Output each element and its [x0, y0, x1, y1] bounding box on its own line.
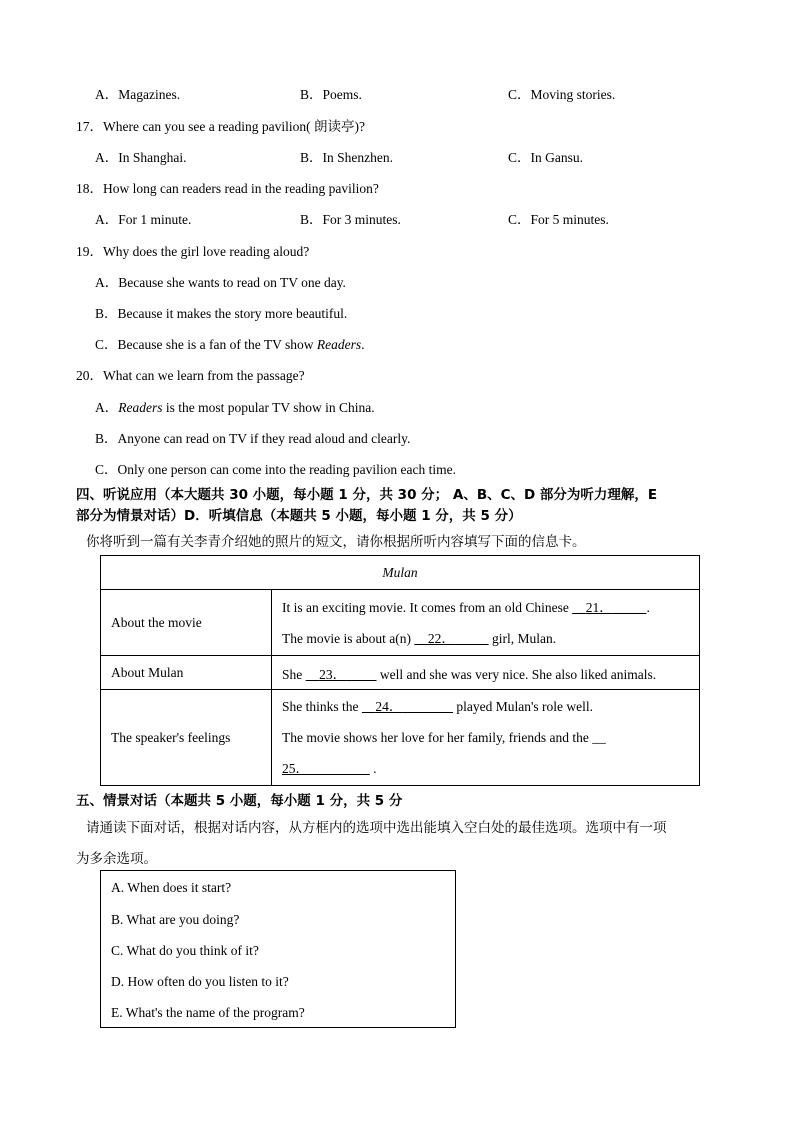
- option-e: E. What's the name of the program?: [111, 1005, 305, 1020]
- blank-24[interactable]: 24．: [375, 699, 403, 714]
- blank-22[interactable]: 22．: [427, 630, 455, 646]
- blank-21[interactable]: 21．: [585, 599, 613, 615]
- q17-option-a: A．In Shanghai.: [95, 150, 187, 165]
- section4-heading-line2: 部分为情景对话）D．听填信息（本题共 5 小题，每小题 1 分，共 5 分）: [76, 508, 522, 524]
- q17-option-b: B．In Shenzhen.: [300, 150, 393, 165]
- q18-option-a: A．For 1 minute.: [95, 212, 192, 227]
- q19-option-c: C．Because she is a fan of the TV show Readers.: [95, 337, 365, 352]
- q17-option-c: C．In Gansu.: [508, 150, 583, 165]
- q18-stem: 18．How long can readers read in the reading pavilion?: [76, 181, 379, 196]
- card-row-feelings-label: The speaker's feelings: [101, 690, 272, 786]
- q16-option-c: C．Moving stories.: [508, 87, 616, 102]
- q20-option-b: B．Anyone can read on TV if they read aloud and clearly.: [95, 431, 411, 446]
- card-row-mulan-label: About Mulan: [101, 656, 272, 690]
- q16-option-a: A．Magazines.: [95, 87, 181, 102]
- q19-option-b: B．Because it makes the story more beautiful.: [95, 306, 348, 321]
- q19-stem: 19．Why does the girl love reading aloud?: [76, 244, 310, 259]
- q20-option-c: C．Only one person can come into the reading pavilion each time.: [95, 462, 457, 477]
- card-row-mulan-content: She 23． well and she was very nice. She also liked animals.: [272, 656, 700, 690]
- q17-stem: 17．Where can you see a reading pavilion( 朗读亭)?: [76, 119, 366, 134]
- section5-instruction-line2: 为多余选项。: [76, 851, 157, 867]
- section4-heading-line1: 四、听说应用（本大题共 30 小题，每小题 1 分，共 30 分； A、B、C、D 部分为听力理解，E: [76, 487, 658, 503]
- q16-option-b: B．Poems.: [300, 87, 362, 102]
- info-card: [100, 555, 700, 786]
- option-d: D. How often do you listen to it?: [111, 974, 289, 989]
- option-b: B. What are you doing?: [111, 912, 240, 927]
- card-row-movie-content: It is an exciting movie. It comes from an old Chinese 21． . The movie is about a(n) 22． girl, Mulan.: [272, 590, 700, 656]
- blank-25[interactable]: 25．: [282, 761, 309, 776]
- q18-option-c: C．For 5 minutes.: [508, 212, 609, 227]
- section5-heading: 五、情景对话（本题共 5 小题，每小题 1 分，共 5 分: [76, 793, 403, 809]
- card-title: Mulan: [101, 556, 700, 590]
- option-c: C. What do you think of it?: [111, 943, 259, 958]
- options-box: [100, 870, 456, 1028]
- section5-instruction-line1: 请通读下面对话，根据对话内容，从方框内的选项中选出能填入空白处的最佳选项。选项中有一项: [86, 820, 667, 836]
- blank-23[interactable]: 23．: [319, 666, 347, 682]
- section4-instruction: 你将听到一篇有关李青介绍她的照片的短文，请你根据所听内容填写下面的信息卡。: [86, 534, 586, 550]
- q20-stem: 20．What can we learn from the passage?: [76, 368, 305, 383]
- q20-option-a: A．Readers is the most popular TV show in China.: [95, 400, 375, 415]
- card-row-movie-label: About the movie: [101, 590, 272, 656]
- q18-option-b: B．For 3 minutes.: [300, 212, 401, 227]
- q19-option-a: A．Because she wants to read on TV one day.: [95, 275, 346, 290]
- card-row-feelings-content: She thinks the 24． played Mulan's role well. The movie shows her love for her family, friends and the __ 25． .: [272, 690, 700, 786]
- option-a: A. When does it start?: [111, 880, 232, 895]
